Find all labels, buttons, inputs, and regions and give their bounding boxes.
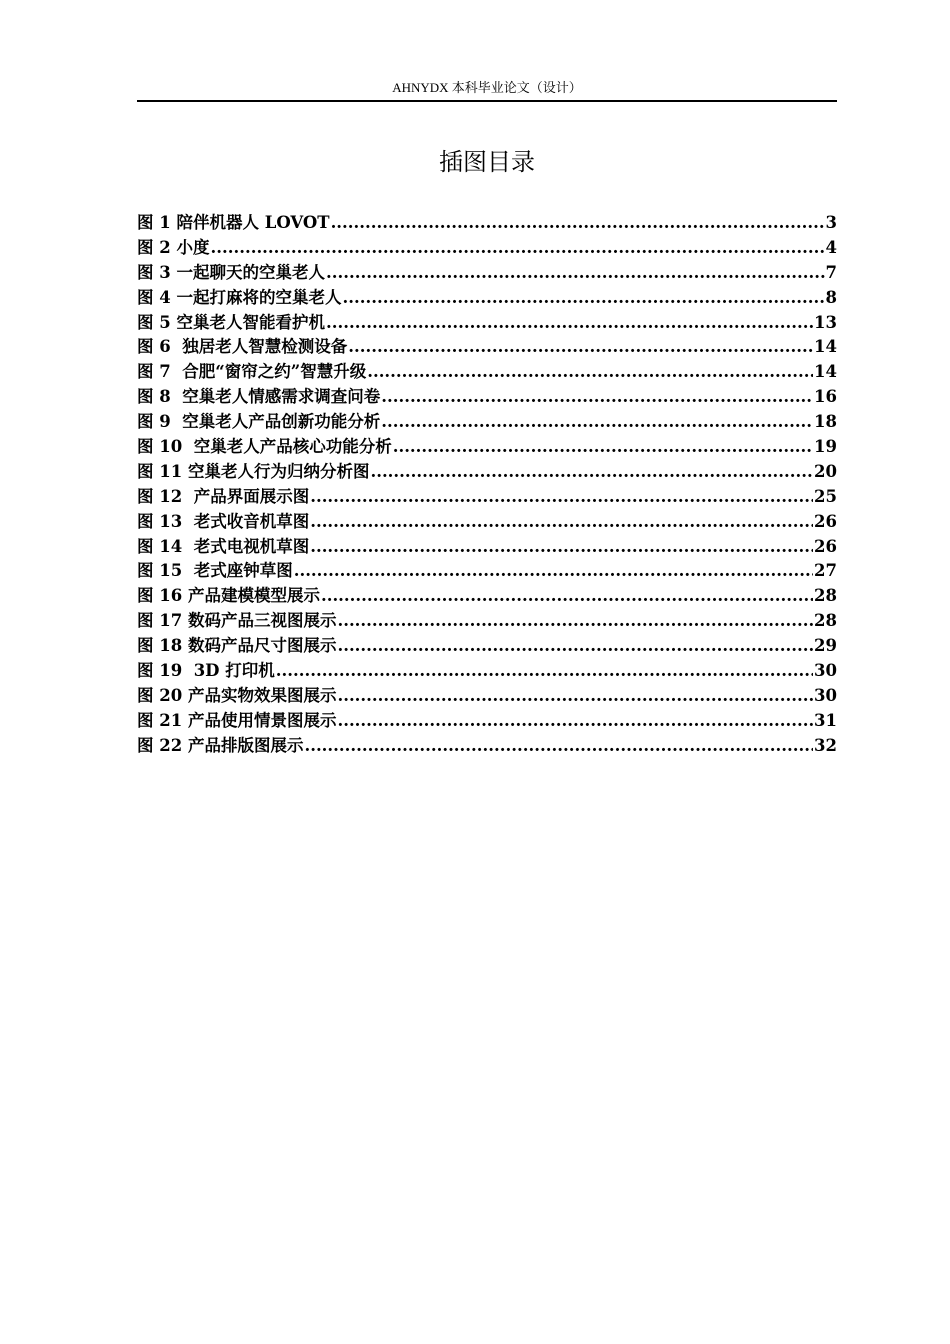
dot-leader bbox=[367, 360, 813, 385]
toc-entry[interactable] bbox=[137, 559, 837, 584]
dot-leader bbox=[381, 410, 813, 435]
dot-leader bbox=[321, 584, 813, 609]
toc-entry-label: 图 4 一起打麻将的空巢老人 bbox=[137, 287, 342, 307]
toc-entry[interactable] bbox=[137, 435, 837, 460]
toc-entry-label: 图 12 产品界面展示图 bbox=[137, 486, 310, 506]
toc-entry[interactable] bbox=[137, 460, 837, 485]
dot-leader bbox=[370, 460, 813, 485]
toc-entry-label: 图 11 空巢老人行为归纳分析图 bbox=[137, 461, 370, 481]
toc-entry-page: 18 bbox=[814, 412, 837, 432]
toc-entry-page: 16 bbox=[814, 387, 837, 407]
toc-entry-label: 图 2 小度 bbox=[137, 237, 210, 257]
toc-entry[interactable] bbox=[137, 335, 837, 360]
toc-entry-page: 19 bbox=[814, 437, 837, 457]
toc-entry-label: 图 19 3D 打印机 bbox=[137, 661, 275, 681]
toc-entry[interactable] bbox=[137, 410, 837, 435]
running-header: AHNYDX 本科毕业论文（设计） bbox=[392, 80, 582, 95]
toc-entry-page: 31 bbox=[814, 710, 837, 730]
toc-entry-page: 3 bbox=[825, 213, 837, 232]
toc-entry-page: 20 bbox=[814, 461, 837, 481]
dot-leader bbox=[310, 485, 813, 510]
toc-entry-label: 图 5 空巢老人智能看护机 bbox=[137, 312, 325, 332]
toc-entry[interactable] bbox=[137, 535, 837, 560]
toc-entry-label: 图 1 陪伴机器人 LOVOT bbox=[137, 213, 330, 232]
toc-entry-page: 30 bbox=[814, 661, 837, 681]
toc-entry[interactable] bbox=[137, 659, 837, 684]
toc-entry-page: 30 bbox=[814, 685, 837, 705]
toc-entry[interactable] bbox=[137, 684, 837, 709]
toc-entry[interactable] bbox=[137, 634, 837, 659]
toc-entry-label: 图 22 产品排版图展示 bbox=[137, 735, 304, 755]
figure-index-list bbox=[137, 211, 837, 759]
toc-entry-page: 8 bbox=[825, 287, 837, 307]
toc-entry[interactable] bbox=[137, 485, 837, 510]
toc-entry[interactable] bbox=[137, 236, 837, 261]
toc-entry-label: 图 15 老式座钟草图 bbox=[137, 561, 293, 581]
dot-leader bbox=[326, 261, 825, 286]
toc-entry[interactable] bbox=[137, 510, 837, 535]
toc-entry-page: 26 bbox=[814, 511, 837, 531]
toc-entry[interactable] bbox=[137, 286, 837, 311]
dot-leader bbox=[337, 684, 813, 709]
dot-leader bbox=[337, 634, 813, 659]
dot-leader bbox=[331, 211, 825, 236]
toc-entry[interactable] bbox=[137, 385, 837, 410]
toc-entry[interactable] bbox=[137, 211, 837, 236]
toc-entry[interactable] bbox=[137, 261, 837, 286]
toc-entry-page: 32 bbox=[814, 735, 837, 755]
toc-entry-label: 图 7 合肥“窗帘之约”智慧升级 bbox=[137, 362, 367, 382]
toc-entry-page: 7 bbox=[825, 262, 837, 282]
toc-entry-label: 图 17 数码产品三视图展示 bbox=[137, 611, 337, 631]
toc-entry-label: 图 10 空巢老人产品核心功能分析 bbox=[137, 437, 392, 457]
toc-entry-page: 14 bbox=[814, 362, 837, 382]
toc-entry-page: 28 bbox=[814, 611, 837, 631]
toc-entry-page: 25 bbox=[814, 486, 837, 506]
page-title: 插图目录 bbox=[439, 148, 535, 176]
dot-leader bbox=[337, 709, 813, 734]
toc-entry-label: 图 21 产品使用情景图展示 bbox=[137, 710, 337, 730]
toc-entry[interactable] bbox=[137, 734, 837, 759]
dot-leader bbox=[310, 535, 813, 560]
dot-leader bbox=[381, 385, 813, 410]
dot-leader bbox=[342, 286, 824, 311]
toc-entry-page: 14 bbox=[814, 337, 837, 357]
toc-entry-label: 图 14 老式电视机草图 bbox=[137, 536, 310, 556]
toc-entry-label: 图 3 一起聊天的空巢老人 bbox=[137, 262, 325, 282]
toc-entry[interactable] bbox=[137, 360, 837, 385]
dot-leader bbox=[304, 734, 813, 759]
dot-leader bbox=[337, 609, 813, 634]
dot-leader bbox=[294, 559, 813, 584]
toc-entry[interactable] bbox=[137, 584, 837, 609]
toc-entry-label: 图 6 独居老人智慧检测设备 bbox=[137, 337, 348, 357]
toc-entry-page: 26 bbox=[814, 536, 837, 556]
dot-leader bbox=[348, 335, 813, 360]
header-divider bbox=[137, 100, 837, 102]
dot-leader bbox=[326, 311, 813, 336]
dot-leader bbox=[210, 236, 824, 261]
toc-entry-page: 28 bbox=[814, 586, 837, 606]
toc-entry-label: 图 18 数码产品尺寸图展示 bbox=[137, 636, 337, 656]
toc-entry-page: 29 bbox=[814, 636, 837, 656]
toc-entry[interactable] bbox=[137, 709, 837, 734]
toc-entry-label: 图 20 产品实物效果图展示 bbox=[137, 685, 337, 705]
dot-leader bbox=[276, 659, 813, 684]
toc-entry-label: 图 13 老式收音机草图 bbox=[137, 511, 310, 531]
toc-entry-label: 图 8 空巢老人情感需求调查问卷 bbox=[137, 387, 381, 407]
toc-entry-page: 4 bbox=[825, 237, 837, 257]
toc-entry-page: 13 bbox=[814, 312, 837, 332]
toc-entry[interactable] bbox=[137, 311, 837, 336]
dot-leader bbox=[310, 510, 813, 535]
toc-entry-page: 27 bbox=[814, 561, 837, 581]
toc-entry[interactable] bbox=[137, 609, 837, 634]
toc-entry-label: 图 16 产品建模模型展示 bbox=[137, 586, 320, 606]
dot-leader bbox=[393, 435, 813, 460]
toc-entry-label: 图 9 空巢老人产品创新功能分析 bbox=[137, 412, 381, 432]
